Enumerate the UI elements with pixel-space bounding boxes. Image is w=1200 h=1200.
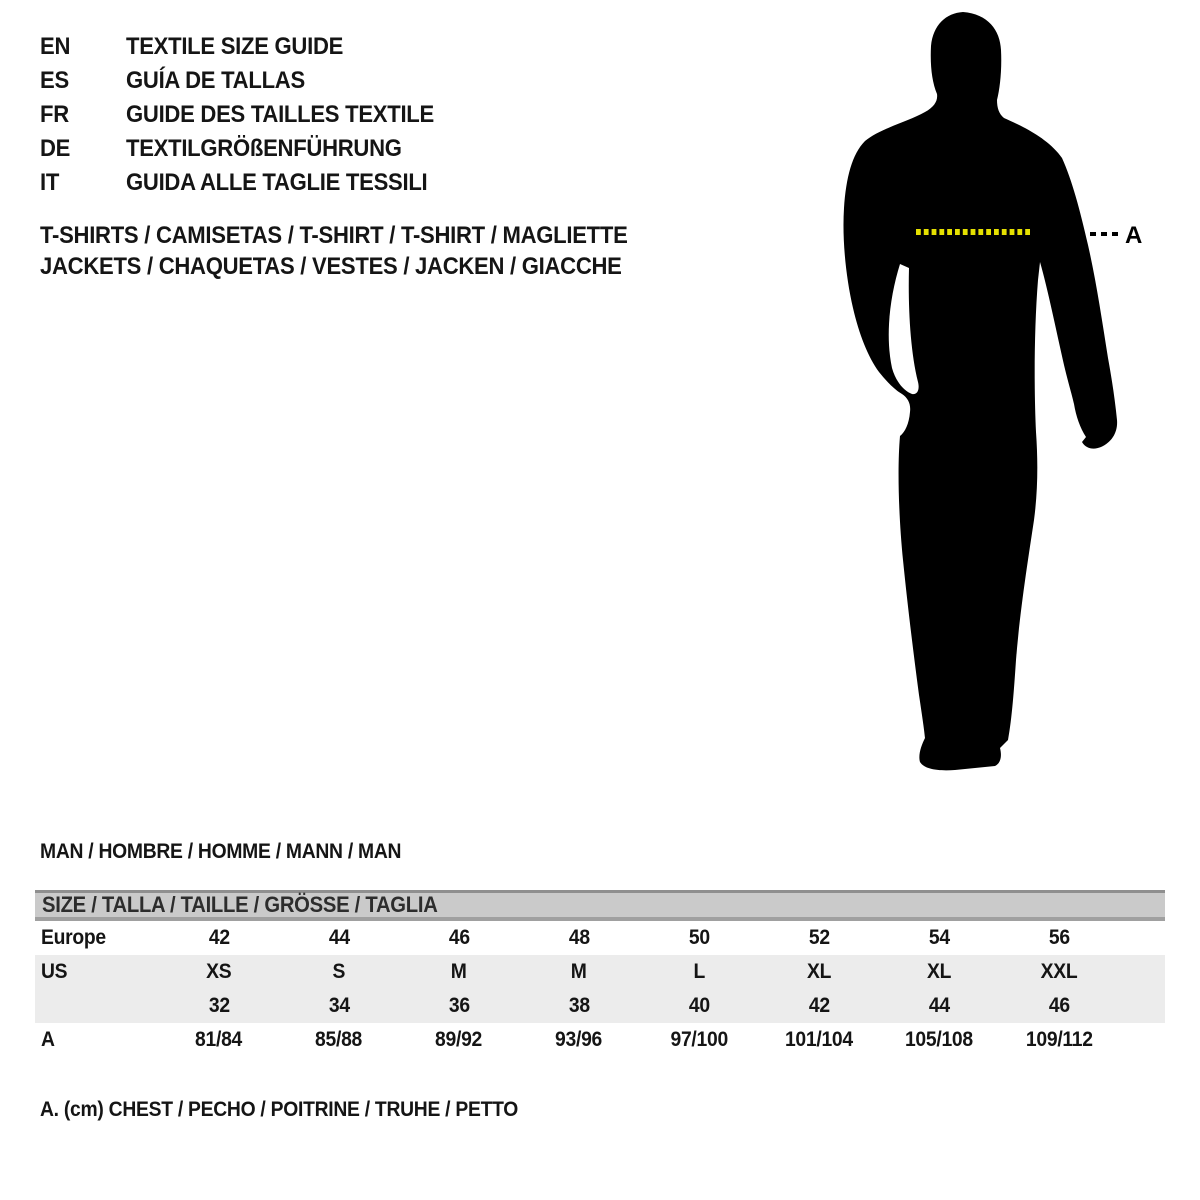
- lang-code: IT: [40, 169, 60, 196]
- lang-code: ES: [40, 67, 69, 94]
- size-cell: 89/92: [435, 1028, 483, 1051]
- table-row-numeric: [35, 989, 1165, 1023]
- size-cell: M: [571, 960, 587, 983]
- size-cell: 109/112: [1025, 1028, 1093, 1051]
- size-cell: S: [332, 960, 346, 983]
- size-cell: 48: [568, 926, 590, 949]
- measurement-footnote-text: A. (cm) CHEST / PECHO / POITRINE / TRUHE / PETTO: [40, 1098, 519, 1121]
- size-cell: XL: [806, 960, 832, 983]
- size-cell: 105/108: [905, 1028, 973, 1051]
- size-cell: XL: [926, 960, 952, 983]
- lang-title: GUIDE DES TAILLES TEXTILE: [126, 101, 434, 128]
- size-cell: 85/88: [315, 1028, 363, 1051]
- lang-title: TEXTILGRÖßENFÜHRUNG: [126, 135, 402, 162]
- row-label: Europe: [41, 926, 106, 949]
- size-cell: 44: [928, 994, 950, 1017]
- category-line-jackets: JACKETS / CHAQUETAS / VESTES / JACKEN / GIACCHE: [40, 253, 622, 280]
- size-cell: L: [693, 960, 705, 983]
- measurement-label-a: A: [1125, 222, 1143, 249]
- language-row: [40, 166, 461, 200]
- language-list: [40, 30, 461, 200]
- size-cell: 97/100: [670, 1028, 728, 1051]
- size-cell: 56: [1048, 926, 1070, 949]
- size-cell: 34: [328, 994, 350, 1017]
- table-row-chest-a: [35, 1023, 1165, 1057]
- size-cell: 46: [1048, 994, 1070, 1017]
- size-cell: XS: [206, 960, 232, 983]
- size-cell: 44: [328, 926, 350, 949]
- size-cell: 101/104: [785, 1028, 853, 1051]
- measurement-footnote: [40, 1098, 560, 1122]
- size-cell: 81/84: [195, 1028, 243, 1051]
- section-title-text: MAN / HOMBRE / HOMME / MANN / MAN: [40, 840, 402, 863]
- table-row-europe: [35, 921, 1165, 955]
- size-cell: 46: [448, 926, 470, 949]
- size-cell: 93/96: [555, 1028, 603, 1051]
- size-cell: 38: [568, 994, 590, 1017]
- size-cell: XXL: [1040, 960, 1078, 983]
- row-label: A: [41, 1028, 55, 1051]
- man-silhouette: [843, 12, 1117, 770]
- size-cell: 42: [208, 926, 230, 949]
- garment-categories: [40, 220, 679, 282]
- language-row: [40, 132, 461, 166]
- table-row-us: [35, 955, 1165, 989]
- size-cell: 42: [808, 994, 830, 1017]
- lang-title: TEXTILE SIZE GUIDE: [126, 33, 344, 60]
- measurement-figure: [820, 0, 1200, 800]
- language-row: [40, 64, 461, 98]
- size-cell: 52: [808, 926, 830, 949]
- size-table-header-text: SIZE / TALLA / TAILLE / GRÖSSE / TAGLIA: [42, 892, 438, 917]
- lang-code: EN: [40, 33, 71, 60]
- language-row: [40, 30, 461, 64]
- language-row: [40, 98, 461, 132]
- category-line-tshirts: T-SHIRTS / CAMISETAS / T-SHIRT / T-SHIRT / MAGLIETTE: [40, 222, 628, 249]
- size-cell: M: [451, 960, 467, 983]
- row-label: US: [41, 960, 68, 983]
- size-cell: 32: [208, 994, 230, 1017]
- size-table-header: [35, 890, 1165, 921]
- lang-title: GUÍA DE TALLAS: [126, 67, 305, 94]
- size-cell: 50: [688, 926, 710, 949]
- lang-code: FR: [40, 101, 69, 128]
- size-table: [35, 890, 1165, 1057]
- man-silhouette-svg: [820, 0, 1200, 800]
- section-title: [40, 841, 433, 863]
- size-cell: 36: [448, 994, 470, 1017]
- size-cell: 40: [688, 994, 710, 1017]
- lang-title: GUIDA ALLE TAGLIE TESSILI: [126, 169, 428, 196]
- size-cell: 54: [928, 926, 950, 949]
- lang-code: DE: [40, 135, 71, 162]
